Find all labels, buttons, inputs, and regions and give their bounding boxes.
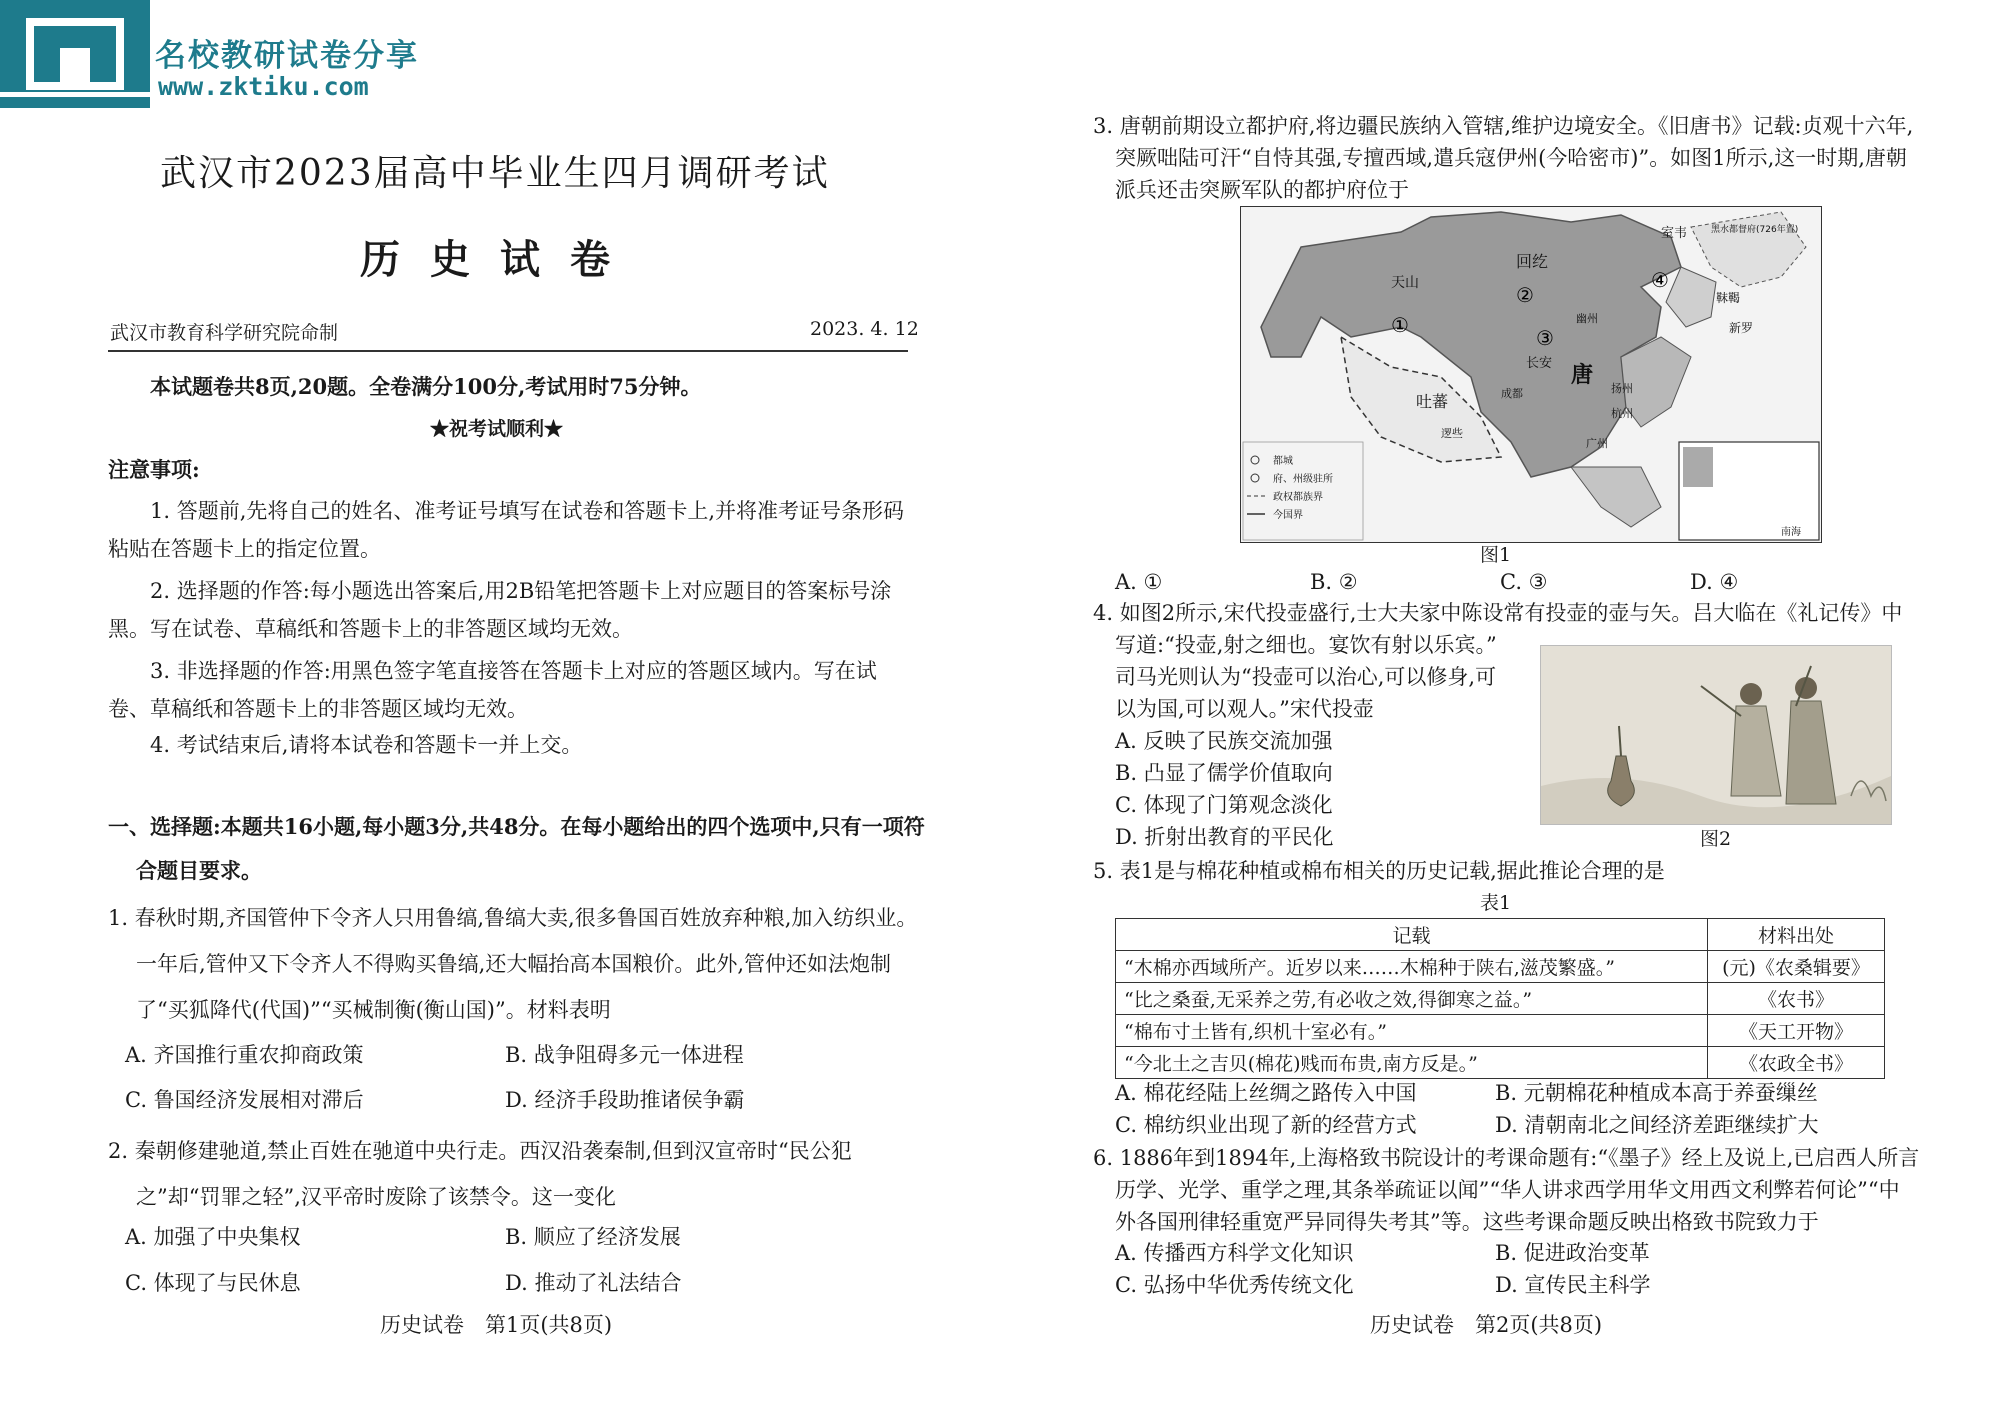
map-label: 唐 (1571, 363, 1594, 388)
map-label: 逻些 (1441, 427, 1463, 440)
table-cell: “比之桑蚕,无采养之劳,有必收之效,得御寒之益。” (1116, 983, 1708, 1015)
question-4-option-c[interactable]: C. 体现了门第观念淡化 (1115, 793, 1333, 817)
territory-shape (1666, 267, 1716, 327)
question-3-option-a[interactable]: A. ① (1115, 570, 1163, 594)
header-divider (108, 350, 908, 352)
question-6-option-a[interactable]: A. 传播西方科学文化知识 (1115, 1241, 1354, 1265)
logo-url[interactable]: www.zktiku.com (158, 72, 369, 101)
map-label: 扬州 (1611, 382, 1633, 395)
question-5-option-a[interactable]: A. 棉花经陆上丝绸之路传入中国 (1115, 1081, 1417, 1105)
table-row (1116, 983, 1885, 1015)
table-header: 记载 (1116, 919, 1708, 951)
exam-summary: 本试题卷共8页,20题。全卷满分100分,考试用时75分钟。 (150, 374, 702, 399)
map-label: 幽州 (1576, 312, 1598, 325)
notice-item: 2. 选择题的作答:每小题选出答案后,用2B铅笔把答题卡上对应题目的答案标号涂黑。写在试卷、草稿纸和答题卡上的非答题区域均无效。 (108, 579, 892, 641)
question-4-stem-line: 以为国,可以观人。”宋代投壶 (1115, 697, 1374, 721)
map-marker-3: ③ (1536, 326, 1554, 350)
table-1-caption: 表1 (1480, 892, 1512, 914)
site-logo (0, 0, 150, 108)
question-4-stem-line: 司马光则认为“投壶可以治心,可以修身,可 (1115, 665, 1497, 689)
map-inset (1683, 447, 1713, 487)
table-row (1116, 951, 1885, 983)
tang-map-svg (1241, 207, 1821, 542)
question-4-stem-line: 4. 如图2所示,宋代投壶盛行,士大夫家中陈设常有投壶的壶与矢。吕大临在《礼记传》中 (1093, 601, 1903, 625)
question-2-option-c[interactable]: C. 体现了与民休息 (125, 1271, 301, 1295)
table-cell: “棉布寸土皆有,织机十室必有。” (1116, 1015, 1708, 1047)
map-label: 新罗 (1729, 321, 1754, 335)
question-2-option-a[interactable]: A. 加强了中央集权 (125, 1225, 301, 1249)
question-3-option-c[interactable]: C. ③ (1500, 570, 1548, 594)
table-header: 材料出处 (1708, 919, 1885, 951)
question-2-option-b[interactable]: B. 顺应了经济发展 (505, 1225, 681, 1249)
map-label: 杭州 (1611, 407, 1633, 420)
map-legend (1243, 442, 1363, 540)
question-5-option-b[interactable]: B. 元朝棉花种植成本高于养蚕缫丝 (1495, 1081, 1818, 1105)
table-row (1116, 1015, 1885, 1047)
tang-map-figure (1240, 206, 1822, 543)
question-4-option-d[interactable]: D. 折射出教育的平民化 (1115, 825, 1334, 849)
question-3-option-d[interactable]: D. ④ (1690, 570, 1739, 594)
question-1-option-d[interactable]: D. 经济手段助推诸侯争霸 (505, 1088, 745, 1112)
map-label: 靺鞨 (1716, 291, 1741, 305)
map-legend-item: 都城 (1273, 456, 1293, 467)
question-5-option-d[interactable]: D. 清朝南北之间经济差距继续扩大 (1495, 1113, 1819, 1137)
map-label: 南海 (1781, 527, 1801, 538)
question-1-stem: 1. 春秋时期,齐国管仲下令齐人只用鲁缟,鲁缟大卖,很多鲁国百姓放弃种粮,加入纺织业。一年后,管仲又下令齐人不得购买鲁缟,还大幅抬高本国粮价。此外,管仲还如法炮制了“买狐降代(代国)”“买械制衡(衡山国)”。材料表明 (108, 906, 918, 1022)
touhu-painting-svg (1541, 646, 1891, 824)
logo-title: 名校教研试卷分享 (155, 38, 419, 74)
territory-shape (1691, 212, 1806, 287)
map-legend-item: 今国界 (1273, 510, 1303, 521)
question-6-option-c[interactable]: C. 弘扬中华优秀传统文化 (1115, 1273, 1354, 1297)
page-footer: 历史试卷 第2页(共8页) (1370, 1313, 1603, 1337)
table-cell: “今北土之吉贝(棉花)贱而布贵,南方反是。” (1116, 1047, 1708, 1079)
map-label: 室韦 (1661, 226, 1688, 241)
notice-item: 1. 答题前,先将自己的姓名、准考证号填写在试卷和答题卡上,并将准考证号条形码粘贴在答题卡上的指定位置。 (108, 499, 905, 561)
figure-2-caption: 图2 (1700, 828, 1732, 850)
map-label: 长安 (1526, 356, 1553, 371)
issuer: 武汉市教育科学研究院命制 (110, 322, 339, 344)
question-1-option-a[interactable]: A. 齐国推行重农抑商政策 (125, 1043, 364, 1067)
table-cell: (元)《农桑辑要》 (1708, 951, 1885, 983)
table-cell: “木棉亦西域所产。近岁以来……木棉种于陕右,滋茂繁盛。” (1116, 951, 1708, 983)
table-cell: 《农书》 (1708, 983, 1885, 1015)
map-marker-1: ① (1391, 313, 1409, 337)
question-1-option-b[interactable]: B. 战争阻碍多元一体进程 (505, 1043, 744, 1067)
question-6-option-b[interactable]: B. 促进政治变革 (1495, 1241, 1650, 1265)
map-legend-item: 府、州级驻所 (1273, 474, 1333, 485)
question-4-option-a[interactable]: A. 反映了民族交流加强 (1115, 729, 1333, 753)
question-4-option-b[interactable]: B. 凸显了儒学价值取向 (1115, 761, 1333, 785)
question-1-option-c[interactable]: C. 鲁国经济发展相对滞后 (125, 1088, 364, 1112)
notice-heading: 注意事项: (108, 457, 200, 482)
touhu-painting-figure (1540, 645, 1892, 825)
subject-title: 历史试卷 (360, 236, 640, 283)
map-label: 成都 (1501, 387, 1523, 400)
notice-item: 3. 非选择题的作答:用黑色签字笔直接答在答题卡上对应的答题区域内。写在试卷、草稿纸和答题卡上的非答题区域均无效。 (108, 659, 877, 721)
question-5-option-c[interactable]: C. 棉纺织业出现了新的经营方式 (1115, 1113, 1417, 1137)
question-3-option-b[interactable]: B. ② (1310, 570, 1358, 594)
figure-1-caption: 图1 (1480, 544, 1512, 566)
question-5-stem: 5. 表1是与棉花种植或棉布相关的历史记载,据此推论合理的是 (1093, 859, 1665, 883)
question-2-stem: 2. 秦朝修建驰道,禁止百姓在驰道中央行走。西汉沿袭秦制,但到汉宣帝时“民公犯之”却“罚罪之轻”,汉平帝时废除了该禁令。这一变化 (108, 1139, 852, 1209)
map-label: 天山 (1391, 275, 1419, 291)
table-cell: 《天工开物》 (1708, 1015, 1885, 1047)
question-3-stem: 3. 唐朝前期设立都护府,将边疆民族纳入管辖,维护边境安全。《旧唐书》记载:贞观十六年,突厥咄陆可汗“自恃其强,专擅西域,遣兵寇伊州(今哈密市)”。如图1所示,这一时期,唐朝派兵还击突厥军队的都护府位于 (1093, 114, 1914, 202)
question-6-stem: 6. 1886年到1894年,上海格致书院设计的考课命题有:“《墨子》经上及说上,已启西人所言历学、光学、重学之理,其条举疏证以闻”“华人讲求西学用华文用西文利弊若何论”“中外各国刑律轻重宽严异同得失考其”等。这些考课命题反映出格致书院致力于 (1093, 1146, 1920, 1234)
map-label: 回纥 (1516, 252, 1549, 271)
table-1 (1115, 918, 1885, 1079)
question-6-option-d[interactable]: D. 宣传民主科学 (1495, 1273, 1651, 1297)
section-heading: 一、选择题:本题共16小题,每小题3分,共48分。在每小题给出的四个选项中,只有一项符合题目要求。 (108, 814, 925, 883)
map-marker-4: ④ (1651, 268, 1669, 292)
table-cell: 《农政全书》 (1708, 1047, 1885, 1079)
exam-date: 2023. 4. 12 (810, 318, 919, 340)
table-row (1116, 1047, 1885, 1079)
map-legend-item: 政权都族界 (1273, 492, 1323, 503)
good-luck-note: ★祝考试顺利★ (430, 418, 564, 440)
territory-shape (1571, 467, 1661, 527)
exam-title: 武汉市2023届高中毕业生四月调研考试 (160, 153, 830, 194)
map-marker-2: ② (1516, 283, 1534, 307)
notice-item: 4. 考试结束后,请将本试卷和答题卡一并上交。 (150, 733, 583, 757)
question-2-option-d[interactable]: D. 推动了礼法结合 (505, 1271, 682, 1295)
map-label: 黑水都督府(726年置) (1711, 225, 1799, 235)
page-footer: 历史试卷 第1页(共8页) (380, 1313, 613, 1337)
map-label: 广州 (1586, 437, 1608, 450)
map-label: 吐蕃 (1416, 392, 1449, 411)
question-4-stem-line: 写道:“投壶,射之细也。宴饮有射以乐宾。” (1115, 633, 1497, 657)
figure-head (1740, 683, 1762, 705)
